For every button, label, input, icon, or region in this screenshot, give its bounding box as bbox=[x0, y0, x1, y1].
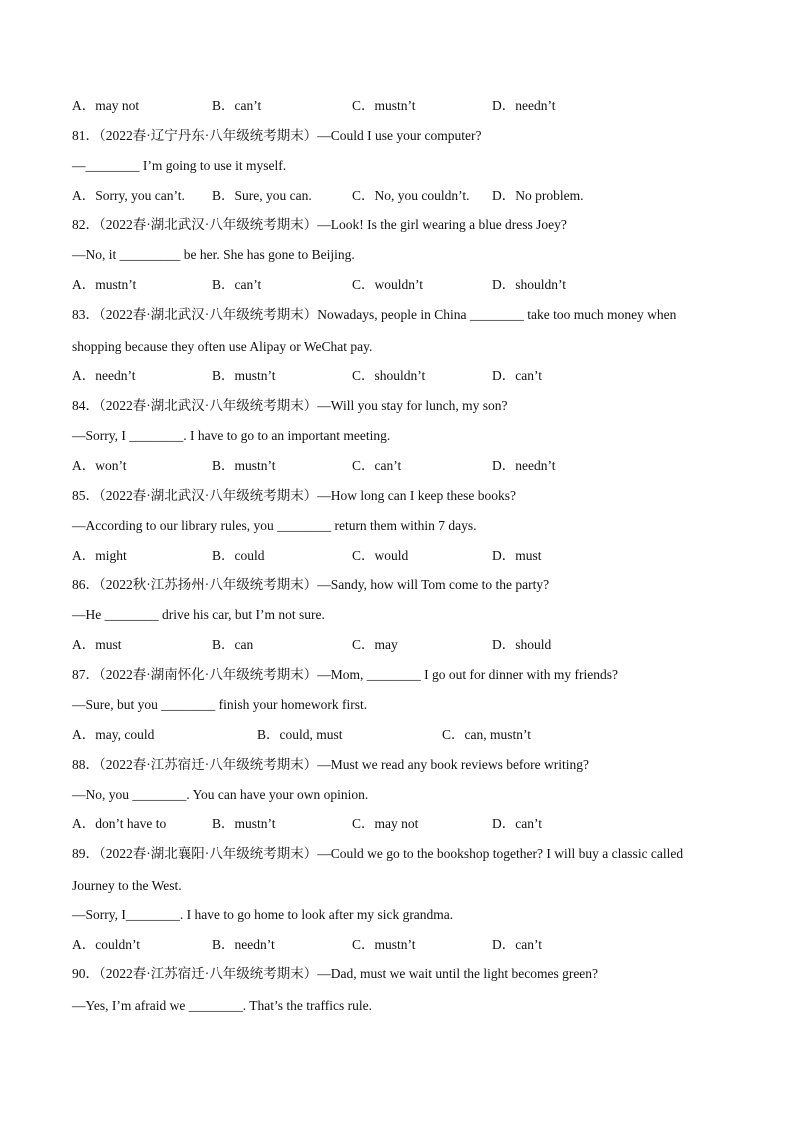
question-line: 83．（2022春·湖北武汉·八年级统考期末）Nowadays, people in China ________ take too much money when bbox=[72, 307, 677, 322]
option: A．needn’t bbox=[72, 368, 136, 383]
option: C．may not bbox=[352, 816, 419, 831]
option: B．could bbox=[212, 548, 265, 563]
option: D．can’t bbox=[492, 937, 542, 952]
option: B．can’t bbox=[212, 98, 262, 113]
options-row bbox=[72, 546, 730, 566]
question-line: Journey to the West. bbox=[72, 878, 182, 893]
option: C．can’t bbox=[352, 458, 402, 473]
option: C．No, you couldn’t. bbox=[352, 188, 470, 203]
option: A．mustn’t bbox=[72, 277, 137, 292]
question-line: shopping because they often use Alipay or WeChat pay. bbox=[72, 339, 373, 354]
question-line: 90．（2022春·江苏宿迁·八年级统考期末）—Dad, must we wait until the light becomes green? bbox=[72, 966, 599, 981]
option: B．can bbox=[212, 637, 254, 652]
option: C．can, mustn’t bbox=[442, 727, 531, 742]
option: D．can’t bbox=[492, 368, 542, 383]
option: C．wouldn’t bbox=[352, 277, 424, 292]
options-row bbox=[72, 275, 730, 295]
option: B．mustn’t bbox=[212, 458, 276, 473]
option: C．would bbox=[352, 548, 409, 563]
question-line: 88．（2022春·江苏宿迁·八年级统考期末）—Must we read any book reviews before writing? bbox=[72, 757, 590, 772]
question-line: 81．（2022春·辽宁丹东·八年级统考期末）—Could I use your computer? bbox=[72, 128, 482, 143]
option: D．must bbox=[492, 548, 542, 563]
option: D．No problem. bbox=[492, 188, 584, 203]
question-line: 87．（2022春·湖南怀化·八年级统考期末）—Mom, ________ I go out for dinner with my friends? bbox=[72, 667, 618, 682]
answer-line: —According to our library rules, you ________ return them within 7 days. bbox=[72, 518, 477, 533]
question-line: 89．（2022春·湖北襄阳·八年级统考期末）—Could we go to the bookshop together? I will buy a classic called bbox=[72, 846, 684, 861]
option: A．don’t have to bbox=[72, 816, 167, 831]
option: D．shouldn’t bbox=[492, 277, 567, 292]
options-row bbox=[72, 725, 730, 745]
option: C．mustn’t bbox=[352, 98, 416, 113]
option: A．may, could bbox=[72, 727, 155, 742]
option: A．couldn’t bbox=[72, 937, 140, 952]
option: A．must bbox=[72, 637, 122, 652]
question-line: 86．（2022秋·江苏扬州·八年级统考期末）—Sandy, how will Tom come to the party? bbox=[72, 577, 550, 592]
option: C．mustn’t bbox=[352, 937, 416, 952]
options-row bbox=[72, 186, 730, 206]
answer-line: —Sure, but you ________ finish your homework first. bbox=[72, 697, 368, 712]
question-line: 82．（2022春·湖北武汉·八年级统考期末）—Look! Is the girl wearing a blue dress Joey? bbox=[72, 217, 567, 232]
question-line: 85．（2022春·湖北武汉·八年级统考期末）—How long can I keep these books? bbox=[72, 488, 516, 503]
answer-line: —No, it _________ be her. She has gone to Beijing. bbox=[72, 247, 355, 262]
answer-line: —Sorry, I ________. I have to go to an important meeting. bbox=[72, 428, 391, 443]
option: D．should bbox=[492, 637, 552, 652]
option: C．may bbox=[352, 637, 398, 652]
answer-line: —He ________ drive his car, but I’m not sure. bbox=[72, 607, 325, 622]
option: B．could, must bbox=[257, 727, 343, 742]
option: B．can’t bbox=[212, 277, 262, 292]
options-row bbox=[72, 635, 730, 655]
option: D．needn’t bbox=[492, 458, 556, 473]
answer-line: —________ I’m going to use it myself. bbox=[72, 158, 287, 173]
answer-line: —Yes, I’m afraid we ________. That’s the traffics rule. bbox=[72, 998, 372, 1013]
option: A．won’t bbox=[72, 458, 127, 473]
options-row bbox=[72, 96, 730, 116]
option: D．can’t bbox=[492, 816, 542, 831]
option: B．mustn’t bbox=[212, 368, 276, 383]
option: C．shouldn’t bbox=[352, 368, 426, 383]
answer-line: —No, you ________. You can have your own opinion. bbox=[72, 787, 369, 802]
option: B．Sure, you can. bbox=[212, 188, 312, 203]
answer-line: —Sorry, I________. I have to go home to look after my sick grandma. bbox=[72, 907, 454, 922]
option: B．mustn’t bbox=[212, 816, 276, 831]
option: A．may not bbox=[72, 98, 140, 113]
option: A．might bbox=[72, 548, 127, 563]
options-row bbox=[72, 935, 730, 955]
options-row bbox=[72, 814, 730, 834]
question-line: 84．（2022春·湖北武汉·八年级统考期末）—Will you stay for lunch, my son? bbox=[72, 398, 508, 413]
options-row bbox=[72, 366, 730, 386]
option: A．Sorry, you can’t. bbox=[72, 188, 185, 203]
options-row bbox=[72, 456, 730, 476]
option: D．needn’t bbox=[492, 98, 556, 113]
option: B．needn’t bbox=[212, 937, 275, 952]
